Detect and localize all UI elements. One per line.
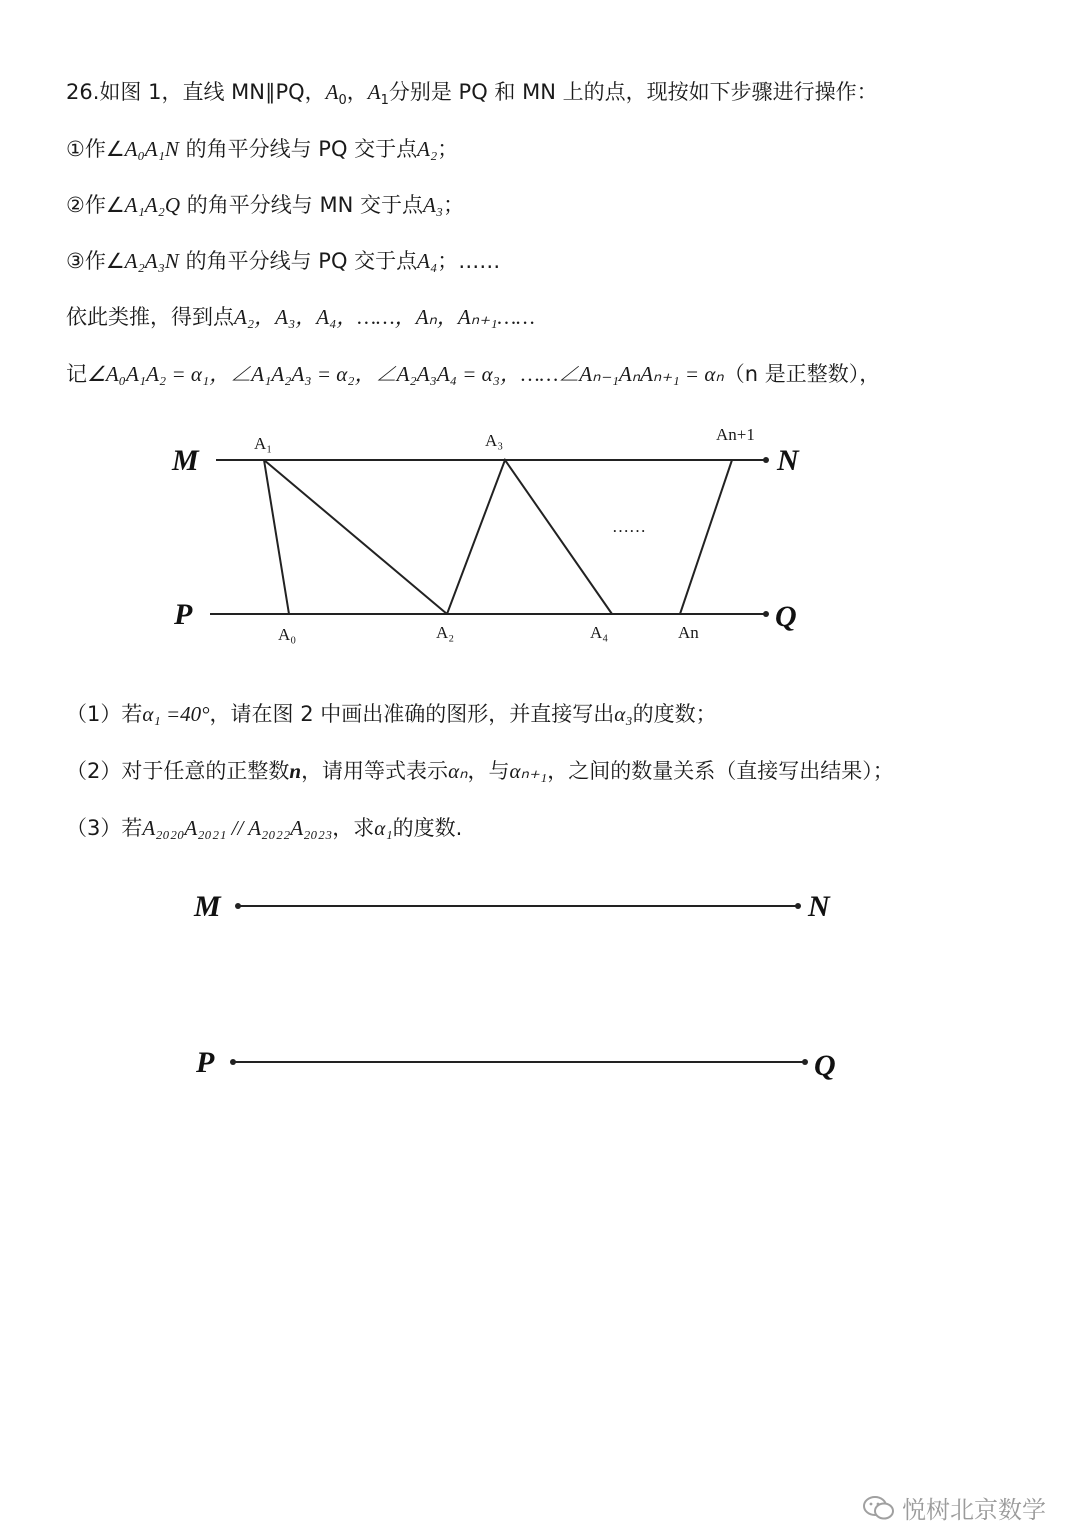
fig2-n-endpoint — [795, 903, 801, 909]
problem-intro: 26.如图 1，直线 MN∥PQ，$A_0$，$A_1$分别是 PQ 和 MN 上的点，现按如下步骤进行操作： — [66, 80, 878, 108]
fig2-label-m: M — [194, 890, 221, 923]
zigzag-path — [264, 460, 612, 614]
point-an1: An+1 — [716, 425, 755, 444]
figure-ellipsis: …… — [612, 517, 646, 536]
q-endpoint — [763, 611, 769, 617]
fig2-label-q: Q — [814, 1049, 836, 1082]
figure-2 — [0, 875, 1080, 1095]
watermark — [862, 1490, 1046, 1525]
point-a0: A₀ — [278, 625, 297, 644]
fig2-p-endpoint — [230, 1059, 236, 1065]
question-3: （3）若A₂₀₂₀A₂₀₂₁ // A₂₀₂₂A₂₀₂₃，求α₁的度数. — [66, 816, 463, 840]
n-endpoint — [763, 457, 769, 463]
point-a3: A₃ — [485, 431, 504, 450]
step-3: ③作∠A₂A₃N 的角平分线与 PQ 交于点A₄；…… — [66, 249, 501, 273]
fig2-m-endpoint — [235, 903, 241, 909]
step-1: ①作∠A₀A₁N 的角平分线与 PQ 交于点A₂； — [66, 137, 459, 161]
notation-line: 记∠A₀A₁A₂ = α₁，∠A₁A₂A₃ = α₂，∠A₂A₃A₄ = α₃，……∠Aₙ₋₁AₙAₙ₊₁ = αₙ（n 是正整数）， — [66, 362, 881, 386]
segment-an-an1 — [680, 460, 732, 614]
fig2-label-p: P — [196, 1046, 215, 1079]
problem-number: 26. — [66, 80, 100, 104]
fig2-label-n: N — [808, 890, 830, 923]
figure-1 — [0, 415, 1080, 655]
segment-a1-a2 — [264, 460, 447, 614]
analogy-line: 依此类推，得到点A₂，A₃，A₄，……，Aₙ，Aₙ₊₁…… — [66, 305, 535, 329]
fig2-q-endpoint — [802, 1059, 808, 1065]
watermark-text: 悦树北京数学 — [902, 1496, 1046, 1524]
label-p: P — [174, 598, 193, 631]
point-a1: A₁ — [254, 434, 273, 453]
label-m: M — [172, 444, 199, 477]
wechat-icon — [862, 1494, 896, 1522]
point-a2: A₂ — [436, 623, 455, 642]
point-an: An — [678, 623, 699, 642]
question-1: （1）若α₁ =40°，请在图 2 中画出准确的图形，并直接写出α₃的度数； — [66, 702, 717, 726]
question-2: （2）对于任意的正整数n，请用等式表示αₙ，与αₙ₊₁，之间的数量关系（直接写出结果）； — [66, 759, 894, 783]
label-n: N — [777, 444, 799, 477]
point-a4: A₄ — [590, 623, 609, 642]
step-2: ②作∠A₁A₂Q 的角平分线与 MN 交于点A₃； — [66, 193, 465, 217]
label-q: Q — [775, 600, 797, 633]
